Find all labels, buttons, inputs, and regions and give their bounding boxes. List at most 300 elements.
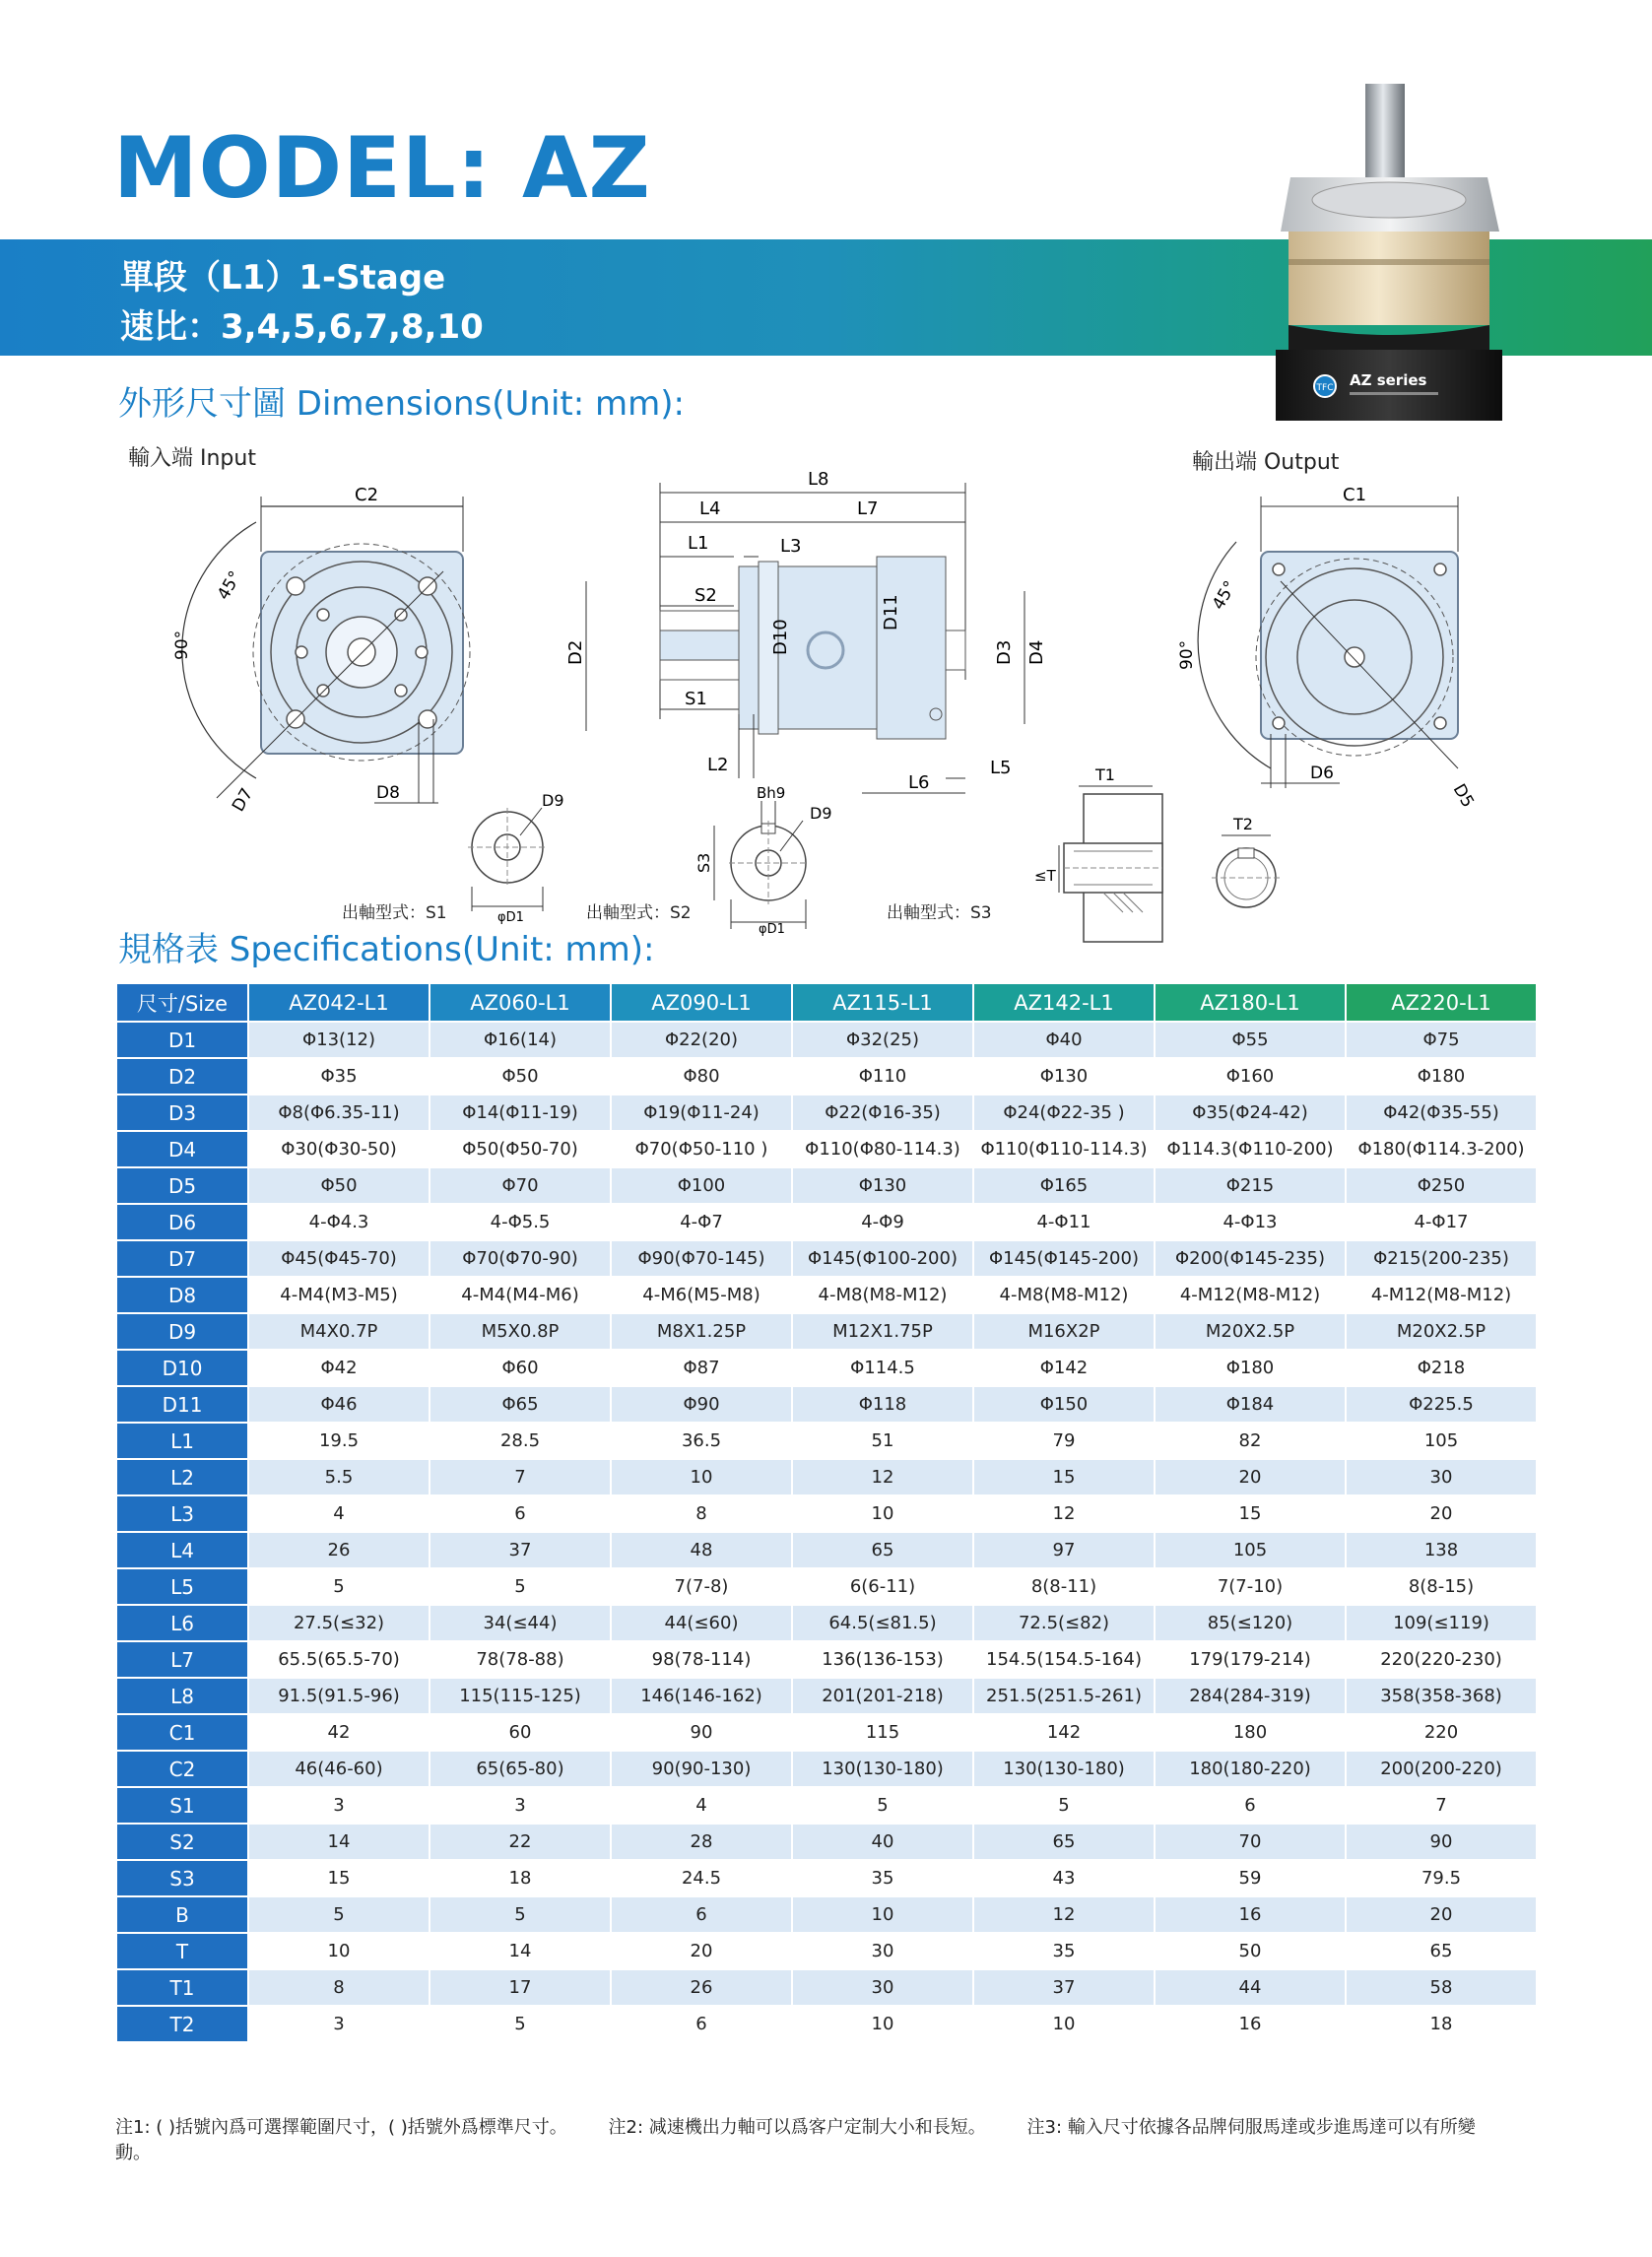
- table-cell: 65.5(65.5-70): [248, 1641, 430, 1678]
- row-header: D5: [116, 1167, 248, 1204]
- spec-table: [115, 982, 1538, 2043]
- output-label: 輸出端 Output: [1192, 450, 1340, 475]
- table-cell: 28: [611, 1824, 792, 1860]
- table-cell: 5: [430, 2006, 611, 2042]
- table-cell: Φ145(Φ100-200): [792, 1240, 973, 1277]
- table-cell: Φ50(Φ50-70): [430, 1131, 611, 1167]
- table-row: [116, 1933, 1537, 1969]
- table-row: [116, 1022, 1537, 1058]
- table-cell: 79: [973, 1423, 1155, 1459]
- label-phiD1-s1: φD1: [497, 910, 524, 925]
- table-cell: 44: [1155, 1969, 1346, 2006]
- table-cell: 26: [248, 1532, 430, 1568]
- table-row: [116, 1824, 1537, 1860]
- table-cell: Φ110(Φ80-114.3): [792, 1131, 973, 1167]
- table-cell: Φ110(Φ110-114.3): [973, 1131, 1155, 1167]
- table-row: [116, 1240, 1537, 1277]
- table-cell: Φ184: [1155, 1386, 1346, 1423]
- table-cell: 37: [973, 1969, 1155, 2006]
- table-cell: 65: [1346, 1933, 1537, 1969]
- table-cell: Φ8(Φ6.35-11): [248, 1095, 430, 1131]
- table-cell: Φ35(Φ24-42): [1155, 1095, 1346, 1131]
- table-row: [116, 1095, 1537, 1131]
- table-cell: 15: [973, 1459, 1155, 1495]
- label-L4: L4: [699, 498, 721, 519]
- table-cell: 3: [248, 2006, 430, 2042]
- specifications-heading: 規格表 Specifications(Unit: mm):: [118, 930, 655, 969]
- table-cell: Φ90: [611, 1386, 792, 1423]
- table-cell: M12X1.75P: [792, 1313, 973, 1350]
- label-D3: D3: [994, 639, 1015, 665]
- table-cell: 90: [1346, 1824, 1537, 1860]
- table-cell: Φ165: [973, 1167, 1155, 1204]
- table-cell: 16: [1155, 2006, 1346, 2042]
- table-row: [116, 1641, 1537, 1678]
- row-header: D3: [116, 1095, 248, 1131]
- table-row: [116, 1423, 1537, 1459]
- table-cell: M20X2.5P: [1346, 1313, 1537, 1350]
- table-cell: 180(180-220): [1155, 1751, 1346, 1787]
- table-cell: 51: [792, 1423, 973, 1459]
- table-cell: M4X0.7P: [248, 1313, 430, 1350]
- table-cell: Φ100: [611, 1167, 792, 1204]
- product-brand: TFC: [1316, 383, 1334, 393]
- table-cell: 20: [1346, 1495, 1537, 1532]
- table-cell: Φ60: [430, 1350, 611, 1386]
- table-cell: Φ90(Φ70-145): [611, 1240, 792, 1277]
- table-cell: 20: [1155, 1459, 1346, 1495]
- table-row: [116, 1896, 1537, 1933]
- table-cell: 4-M12(M8-M12): [1155, 1277, 1346, 1313]
- table-cell: Φ225.5: [1346, 1386, 1537, 1423]
- table-cell: Φ50: [430, 1058, 611, 1095]
- table-cell: 50: [1155, 1933, 1346, 1969]
- table-cell: 6: [611, 2006, 792, 2042]
- label-L8: L8: [808, 469, 829, 490]
- table-cell: 180: [1155, 1714, 1346, 1751]
- row-header: L6: [116, 1605, 248, 1641]
- table-cell: 5: [973, 1787, 1155, 1824]
- table-cell: Φ130: [973, 1058, 1155, 1095]
- table-cell: Φ80: [611, 1058, 792, 1095]
- label-phiD1-s2: φD1: [759, 922, 785, 937]
- table-cell: 4-Φ9: [792, 1204, 973, 1240]
- table-cell: Φ142: [973, 1350, 1155, 1386]
- table-cell: Φ22(20): [611, 1022, 792, 1058]
- label-D5: D5: [1448, 780, 1478, 812]
- table-cell: 90(90-130): [611, 1751, 792, 1787]
- table-cell: Φ46: [248, 1386, 430, 1423]
- table-cell: 4: [248, 1495, 430, 1532]
- ratio-title: 速比：3,4,5,6,7,8,10: [120, 307, 484, 347]
- table-cell: 48: [611, 1532, 792, 1568]
- table-cell: 42: [248, 1714, 430, 1751]
- table-cell: 58: [1346, 1969, 1537, 2006]
- header-az115: AZ115-L1: [792, 983, 973, 1022]
- table-cell: 5: [430, 1896, 611, 1933]
- shaft-type-s1: 出軸型式：S1: [342, 903, 447, 923]
- label-L5: L5: [990, 758, 1012, 778]
- row-header: C2: [116, 1751, 248, 1787]
- table-cell: 10: [248, 1933, 430, 1969]
- table-cell: 136(136-153): [792, 1641, 973, 1678]
- table-cell: 37: [430, 1532, 611, 1568]
- table-cell: Φ32(25): [792, 1022, 973, 1058]
- table-cell: Φ65: [430, 1386, 611, 1423]
- table-cell: 200(200-220): [1346, 1751, 1537, 1787]
- table-cell: Φ145(Φ145-200): [973, 1240, 1155, 1277]
- table-cell: 20: [611, 1933, 792, 1969]
- table-cell: Φ22(Φ16-35): [792, 1095, 973, 1131]
- table-cell: 28.5: [430, 1423, 611, 1459]
- table-cell: 4-M4(M3-M5): [248, 1277, 430, 1313]
- table-cell: 7: [430, 1459, 611, 1495]
- table-cell: Φ130: [792, 1167, 973, 1204]
- table-cell: Φ70(Φ70-90): [430, 1240, 611, 1277]
- table-row: [116, 1568, 1537, 1605]
- table-cell: 35: [792, 1860, 973, 1896]
- table-row: [116, 1495, 1537, 1532]
- header-az180: AZ180-L1: [1155, 983, 1346, 1022]
- row-header: D7: [116, 1240, 248, 1277]
- table-cell: Φ40: [973, 1022, 1155, 1058]
- table-cell: 19.5: [248, 1423, 430, 1459]
- table-cell: 220: [1346, 1714, 1537, 1751]
- table-cell: 82: [1155, 1423, 1346, 1459]
- table-cell: 24.5: [611, 1860, 792, 1896]
- table-cell: 6: [430, 1495, 611, 1532]
- label-D9-s2: D9: [810, 804, 832, 823]
- table-cell: Φ180: [1155, 1350, 1346, 1386]
- table-row: [116, 1386, 1537, 1423]
- table-cell: 4-Φ17: [1346, 1204, 1537, 1240]
- table-cell: 14: [248, 1824, 430, 1860]
- table-cell: Φ19(Φ11-24): [611, 1095, 792, 1131]
- table-cell: 72.5(≤82): [973, 1605, 1155, 1641]
- table-cell: 98(78-114): [611, 1641, 792, 1678]
- label-L2: L2: [707, 755, 729, 775]
- table-cell: 65: [792, 1532, 973, 1568]
- page-title: MODEL: AZ: [113, 119, 651, 218]
- table-cell: 10: [611, 1459, 792, 1495]
- table-cell: Φ42: [248, 1350, 430, 1386]
- table-cell: Φ50: [248, 1167, 430, 1204]
- output-view-drawing: [1162, 483, 1497, 812]
- table-cell: M16X2P: [973, 1313, 1155, 1350]
- input-view-drawing: [158, 483, 493, 828]
- label-Bh9: Bh9: [757, 784, 786, 802]
- table-cell: Φ160: [1155, 1058, 1346, 1095]
- table-cell: 105: [1155, 1532, 1346, 1568]
- label-45-input: 45°: [214, 567, 246, 604]
- table-cell: 4-Φ7: [611, 1204, 792, 1240]
- header-az042: AZ042-L1: [248, 983, 430, 1022]
- row-header: T: [116, 1933, 248, 1969]
- table-cell: Φ87: [611, 1350, 792, 1386]
- note-2: 注2: 减速機出力軸可以爲客户定制大小和長短。: [608, 2117, 986, 2138]
- dimensions-heading: 外形尺寸圖 Dimensions(Unit: mm):: [118, 384, 685, 424]
- table-cell: Φ180: [1346, 1058, 1537, 1095]
- table-cell: 40: [792, 1824, 973, 1860]
- row-header: L7: [116, 1641, 248, 1678]
- table-cell: Φ150: [973, 1386, 1155, 1423]
- table-cell: 15: [1155, 1495, 1346, 1532]
- table-row: [116, 1204, 1537, 1240]
- table-cell: Φ218: [1346, 1350, 1537, 1386]
- table-cell: Φ215(200-235): [1346, 1240, 1537, 1277]
- table-cell: 34(≤44): [430, 1605, 611, 1641]
- table-cell: 46(46-60): [248, 1751, 430, 1787]
- table-cell: 6: [611, 1896, 792, 1933]
- table-cell: 4-M8(M8-M12): [792, 1277, 973, 1313]
- table-row: [116, 1605, 1537, 1641]
- row-header: L4: [116, 1532, 248, 1568]
- table-cell: 20: [1346, 1896, 1537, 1933]
- table-cell: 4-Φ5.5: [430, 1204, 611, 1240]
- table-cell: 4-M8(M8-M12): [973, 1277, 1155, 1313]
- table-cell: Φ16(14): [430, 1022, 611, 1058]
- table-cell: 78(78-88): [430, 1641, 611, 1678]
- table-cell: 59: [1155, 1860, 1346, 1896]
- row-header: D8: [116, 1277, 248, 1313]
- table-cell: 5: [248, 1568, 430, 1605]
- table-row: [116, 1167, 1537, 1204]
- label-C1: C1: [1343, 485, 1367, 505]
- table-row: [116, 1350, 1537, 1386]
- table-cell: 10: [792, 1896, 973, 1933]
- table-cell: M5X0.8P: [430, 1313, 611, 1350]
- row-header: D2: [116, 1058, 248, 1095]
- table-cell: Φ35: [248, 1058, 430, 1095]
- table-cell: Φ55: [1155, 1022, 1346, 1058]
- table-cell: 3: [248, 1787, 430, 1824]
- table-cell: 115: [792, 1714, 973, 1751]
- label-C2: C2: [355, 485, 379, 505]
- table-cell: 251.5(251.5-261): [973, 1678, 1155, 1714]
- header-az142: AZ142-L1: [973, 983, 1155, 1022]
- label-D8: D8: [376, 783, 400, 803]
- table-cell: 26: [611, 1969, 792, 2006]
- note-1: 注1: ( )括號內爲可選擇範圍尺寸，( )括號外爲標準尺寸。: [115, 2117, 567, 2138]
- table-cell: Φ215: [1155, 1167, 1346, 1204]
- table-cell: Φ14(Φ11-19): [430, 1095, 611, 1131]
- table-cell: 146(146-162): [611, 1678, 792, 1714]
- table-cell: 12: [973, 1896, 1155, 1933]
- label-D11: D11: [881, 594, 901, 631]
- table-cell: Φ250: [1346, 1167, 1537, 1204]
- header-az090: AZ090-L1: [611, 983, 792, 1022]
- table-row: [116, 1131, 1537, 1167]
- table-header-row: [116, 983, 1537, 1022]
- table-cell: 15: [248, 1860, 430, 1896]
- table-cell: 8: [248, 1969, 430, 2006]
- row-header: S3: [116, 1860, 248, 1896]
- table-cell: 130(130-180): [792, 1751, 973, 1787]
- table-cell: 5: [248, 1896, 430, 1933]
- table-cell: 16: [1155, 1896, 1346, 1933]
- table-cell: Φ75: [1346, 1022, 1537, 1058]
- row-header: L2: [116, 1459, 248, 1495]
- table-cell: 91.5(91.5-96): [248, 1678, 430, 1714]
- table-cell: 8(8-11): [973, 1568, 1155, 1605]
- table-row: [116, 1532, 1537, 1568]
- row-header: D6: [116, 1204, 248, 1240]
- table-cell: 85(≤120): [1155, 1605, 1346, 1641]
- row-header: S1: [116, 1787, 248, 1824]
- table-cell: 65: [973, 1824, 1155, 1860]
- table-cell: 3: [430, 1787, 611, 1824]
- label-S2: S2: [694, 585, 717, 606]
- table-cell: 65(65-80): [430, 1751, 611, 1787]
- table-cell: M20X2.5P: [1155, 1313, 1346, 1350]
- table-cell: 4-M6(M5-M8): [611, 1277, 792, 1313]
- row-header: D9: [116, 1313, 248, 1350]
- table-cell: 6: [1155, 1787, 1346, 1824]
- side-view-drawing: [562, 453, 1064, 808]
- label-T2: T2: [1233, 815, 1253, 833]
- note-3: 注3: 輸入尺寸依據各品牌伺服馬達或步進馬達可以有所變動。: [115, 2117, 1476, 2163]
- shaft-type-s2: 出軸型式：S2: [586, 903, 692, 923]
- stage-title: 單段（L1）1-Stage: [120, 258, 446, 298]
- table-cell: Φ118: [792, 1386, 973, 1423]
- table-cell: 284(284-319): [1155, 1678, 1346, 1714]
- label-T1: T1: [1095, 765, 1115, 784]
- table-cell: 79.5: [1346, 1860, 1537, 1896]
- label-45-output: 45°: [1209, 577, 1241, 614]
- table-cell: 201(201-218): [792, 1678, 973, 1714]
- table-cell: 4: [611, 1787, 792, 1824]
- table-cell: 179(179-214): [1155, 1641, 1346, 1678]
- table-cell: Φ13(12): [248, 1022, 430, 1058]
- row-header: L3: [116, 1495, 248, 1532]
- table-row: [116, 1277, 1537, 1313]
- table-cell: 70: [1155, 1824, 1346, 1860]
- table-cell: 60: [430, 1714, 611, 1751]
- label-L6: L6: [908, 772, 930, 793]
- table-cell: 4-Φ13: [1155, 1204, 1346, 1240]
- table-cell: 10: [792, 2006, 973, 2042]
- table-row: [116, 1714, 1537, 1751]
- table-cell: 6(6-11): [792, 1568, 973, 1605]
- table-cell: 12: [792, 1459, 973, 1495]
- table-cell: Φ45(Φ45-70): [248, 1240, 430, 1277]
- table-cell: Φ110: [792, 1058, 973, 1095]
- label-D10: D10: [770, 619, 791, 655]
- table-cell: 30: [792, 1933, 973, 1969]
- label-L3: L3: [780, 536, 802, 557]
- table-cell: 90: [611, 1714, 792, 1751]
- table-cell: 138: [1346, 1532, 1537, 1568]
- label-D6: D6: [1310, 763, 1334, 783]
- row-header: L5: [116, 1568, 248, 1605]
- table-cell: 14: [430, 1933, 611, 1969]
- table-cell: 64.5(≤81.5): [792, 1605, 973, 1641]
- table-cell: Φ70: [430, 1167, 611, 1204]
- table-cell: 5: [430, 1568, 611, 1605]
- table-cell: 30: [1346, 1459, 1537, 1495]
- table-cell: 17: [430, 1969, 611, 2006]
- table-cell: 358(358-368): [1346, 1678, 1537, 1714]
- table-cell: 142: [973, 1714, 1155, 1751]
- label-90-input: 90°: [172, 630, 192, 660]
- header-az220: AZ220-L1: [1346, 983, 1537, 1022]
- label-D7: D7: [229, 784, 258, 816]
- row-header: D11: [116, 1386, 248, 1423]
- table-cell: Φ200(Φ145-235): [1155, 1240, 1346, 1277]
- shaft-s2-drawing: [690, 784, 832, 937]
- table-cell: 10: [973, 2006, 1155, 2042]
- table-cell: 44(≤60): [611, 1605, 792, 1641]
- row-header: T1: [116, 1969, 248, 2006]
- table-cell: Φ180(Φ114.3-200): [1346, 1131, 1537, 1167]
- table-cell: 8: [611, 1495, 792, 1532]
- table-cell: Φ24(Φ22-35 ): [973, 1095, 1155, 1131]
- table-cell: 4-M12(M8-M12): [1346, 1277, 1537, 1313]
- table-cell: 130(130-180): [973, 1751, 1155, 1787]
- product-series: AZ series: [1350, 371, 1427, 389]
- table-cell: 7(7-8): [611, 1568, 792, 1605]
- row-header: B: [116, 1896, 248, 1933]
- row-header: D10: [116, 1350, 248, 1386]
- table-row: [116, 1860, 1537, 1896]
- table-row: [116, 1678, 1537, 1714]
- notes: [115, 2113, 1534, 2164]
- input-label: 輸入端 Input: [128, 446, 256, 471]
- table-cell: 8(8-15): [1346, 1568, 1537, 1605]
- table-cell: Φ114.3(Φ110-200): [1155, 1131, 1346, 1167]
- shaft-s1-drawing: [463, 788, 562, 926]
- table-cell: 36.5: [611, 1423, 792, 1459]
- header-az060: AZ060-L1: [430, 983, 611, 1022]
- label-T: ≤T: [1034, 867, 1056, 885]
- row-header: S2: [116, 1824, 248, 1860]
- table-cell: 10: [792, 1495, 973, 1532]
- table-row: [116, 2006, 1537, 2042]
- label-D2: D2: [565, 639, 586, 665]
- table-cell: Φ30(Φ30-50): [248, 1131, 430, 1167]
- table-row: [116, 1058, 1537, 1095]
- shaft-s3-drawing: [1005, 764, 1320, 962]
- table-cell: Φ42(Φ35-55): [1346, 1095, 1537, 1131]
- table-cell: 7: [1346, 1787, 1537, 1824]
- table-cell: M8X1.25P: [611, 1313, 792, 1350]
- table-cell: 22: [430, 1824, 611, 1860]
- table-cell: 35: [973, 1933, 1155, 1969]
- table-cell: 4-M4(M4-M6): [430, 1277, 611, 1313]
- table-cell: 5: [792, 1787, 973, 1824]
- table-row: [116, 1787, 1537, 1824]
- row-header: T2: [116, 2006, 248, 2042]
- table-cell: 97: [973, 1532, 1155, 1568]
- table-cell: Φ114.5: [792, 1350, 973, 1386]
- header-size: 尺寸/Size: [116, 983, 248, 1022]
- table-cell: 18: [430, 1860, 611, 1896]
- table-row: [116, 1459, 1537, 1495]
- label-L7: L7: [857, 498, 879, 519]
- table-cell: 12: [973, 1495, 1155, 1532]
- label-D4: D4: [1026, 639, 1047, 665]
- table-cell: 30: [792, 1969, 973, 2006]
- label-D9-s1: D9: [542, 791, 564, 810]
- table-cell: 105: [1346, 1423, 1537, 1459]
- label-S1: S1: [685, 689, 707, 709]
- table-cell: Φ70(Φ50-110 ): [611, 1131, 792, 1167]
- table-cell: 18: [1346, 2006, 1537, 2042]
- table-cell: 27.5(≤32): [248, 1605, 430, 1641]
- table-cell: 115(115-125): [430, 1678, 611, 1714]
- table-row: [116, 1313, 1537, 1350]
- table-cell: 7(7-10): [1155, 1568, 1346, 1605]
